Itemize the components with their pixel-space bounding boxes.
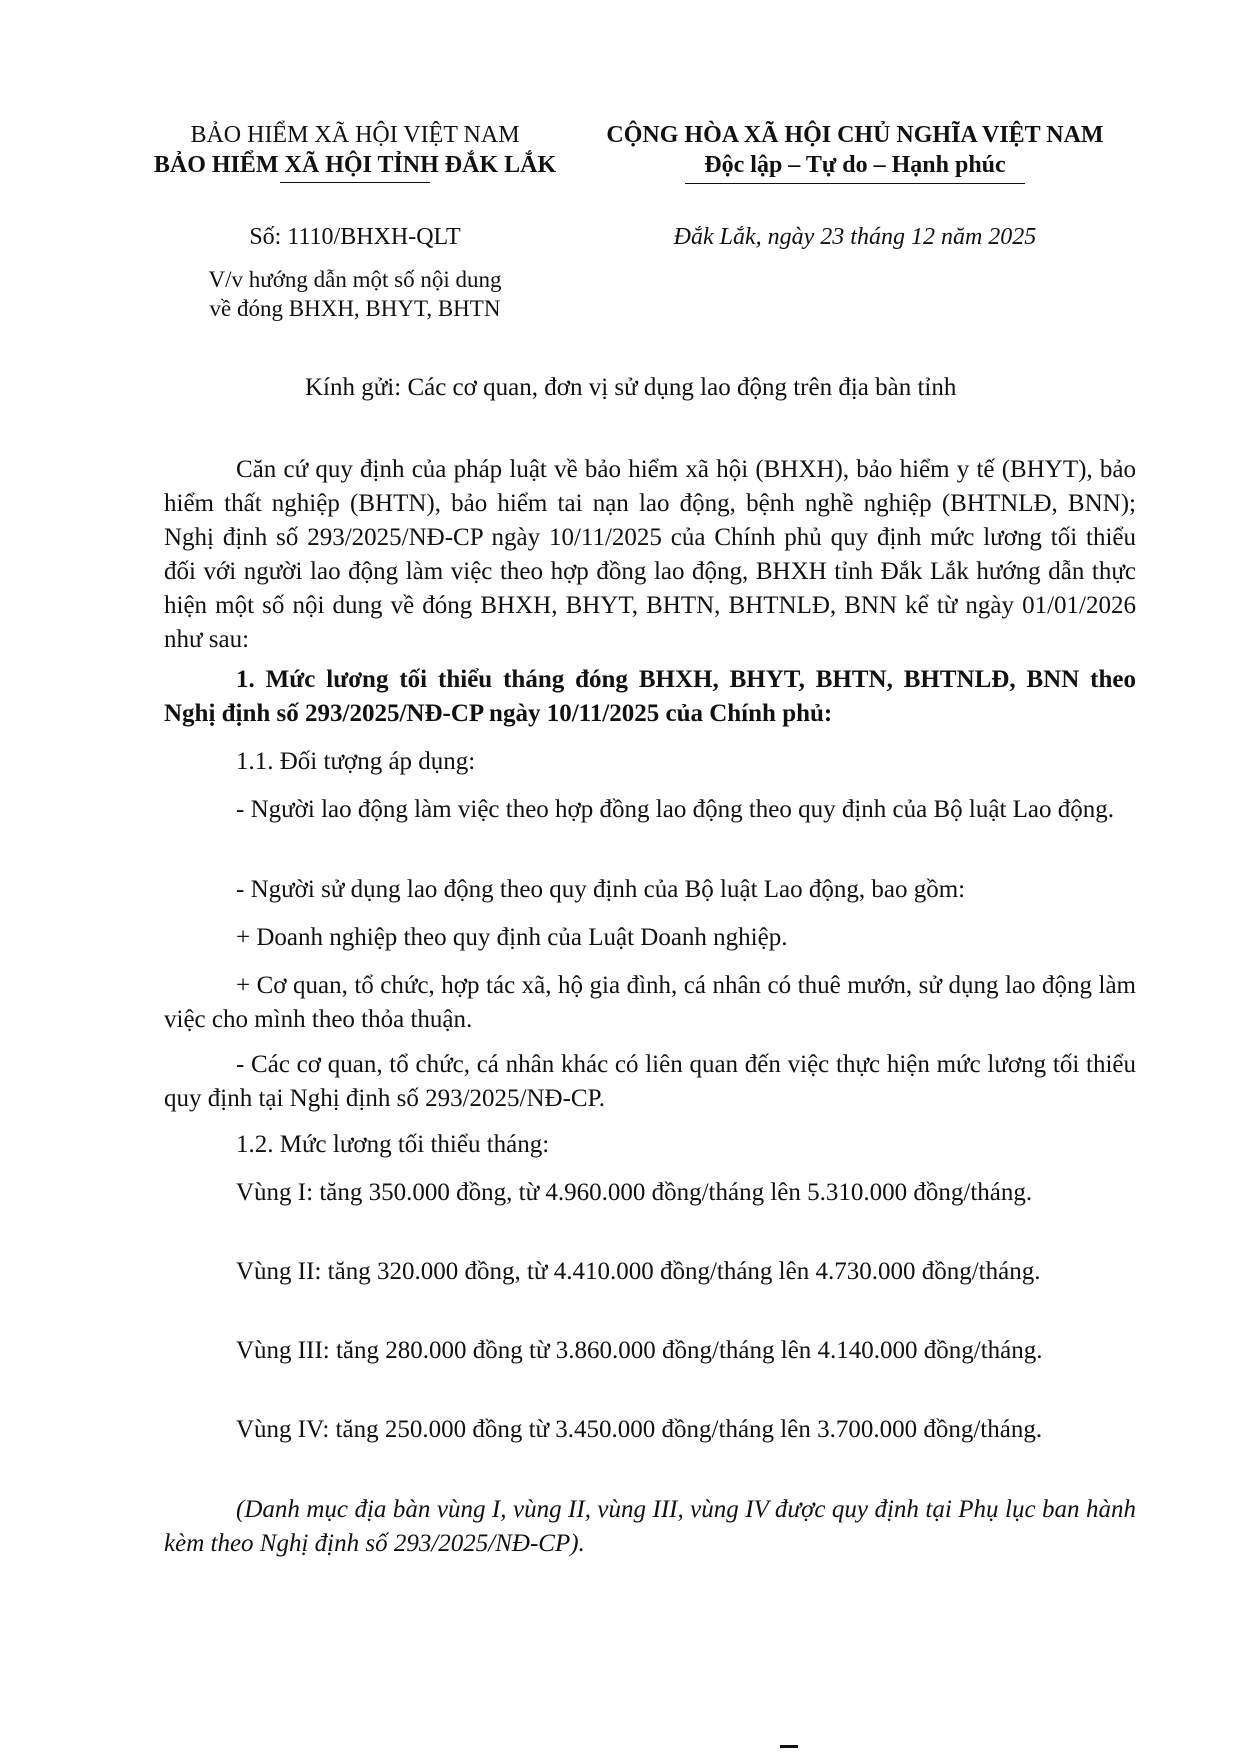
region-2: Vùng II: tăng 320.000 đồng, từ 4.410.000 đồng/tháng lên 4.730.000 đồng/tháng. bbox=[236, 1258, 1041, 1285]
region-3: Vùng III: tăng 280.000 đồng từ 3.860.000 đồng/tháng lên 4.140.000 đồng/tháng. bbox=[236, 1337, 1043, 1364]
document-number: Số: 1110/BHXH-QLT bbox=[249, 224, 461, 250]
item-others: - Các cơ quan, tổ chức, cá nhân khác có liên quan đến việc thực hiện mức lương tối thiểu quy định tại Nghị định số 293/2025/NĐ-CP. bbox=[164, 1051, 1136, 1112]
item-enterprises: + Doanh nghiệp theo quy định của Luật Doanh nghiệp. bbox=[236, 924, 788, 951]
national-title: CỘNG HÒA XÃ HỘI CHỦ NGHĨA VIỆT NAM bbox=[606, 122, 1104, 148]
intro-paragraph: Căn cứ quy định của pháp luật về bảo hiểm xã hội (BHXH), bảo hiểm y tế (BHYT), bảo hiểm thất nghiệp (BHTN), bảo hiểm tai nạn lao động, bệnh nghề nghiệp (BHTNLĐ, BNN); Nghị định số 293/2025/NĐ-CP ngày 10/11/2025 của Chính phủ quy định mức lương tối thiểu đối với người lao động làm việc theo hợp đồng lao động, BHXH tỉnh Đắk Lắk hướng dẫn thực hiện một số nội dung về đóng BHXH, BHYT, BHTN, BHTNLĐ, BNN kể từ ngày 01/01/2026 như sau: bbox=[164, 456, 1136, 653]
agency-name: BẢO HIỂM XÃ HỘI TỈNH ĐẮK LẮK bbox=[153, 152, 557, 178]
item-organizations: + Cơ quan, tổ chức, hợp tác xã, hộ gia đình, cá nhân có thuê mướn, sử dụng lao động làm việc cho mình theo thỏa thuận. bbox=[164, 972, 1136, 1033]
subject-line-1: V/v hướng dẫn một số nội dung bbox=[208, 267, 502, 292]
item-employees: - Người lao động làm việc theo hợp đồng lao động theo quy định của Bộ luật Lao động. bbox=[236, 796, 1115, 823]
agency-parent: BẢO HIỂM XÃ HỘI VIỆT NAM bbox=[190, 122, 520, 148]
item-employers: - Người sử dụng lao động theo quy định của Bộ luật Lao động, bao gồm: bbox=[236, 876, 966, 903]
subsection-1-2: 1.2. Mức lương tối thiểu tháng: bbox=[236, 1131, 550, 1158]
region-4: Vùng IV: tăng 250.000 đồng từ 3.450.000 đồng/tháng lên 3.700.000 đồng/tháng. bbox=[236, 1416, 1043, 1443]
agency-underline bbox=[280, 182, 430, 183]
section-1-title: 1. Mức lương tối thiểu tháng đóng BHXH, BHYT, BHTN, BHTNLĐ, BNN theo Nghị định số 293/2025/NĐ-CP ngày 10/11/2025 của Chính phủ: bbox=[164, 666, 1136, 727]
region-note: (Danh mục địa bàn vùng I, vùng II, vùng III, vùng IV được quy định tại Phụ lục ban hành kèm theo Nghị định số 293/2025/NĐ-CP). bbox=[164, 1496, 1136, 1557]
recipient: Kính gửi: Các cơ quan, đơn vị sử dụng lao động trên địa bàn tỉnh bbox=[305, 374, 957, 401]
page-mark bbox=[780, 1745, 798, 1748]
motto-underline bbox=[685, 183, 1025, 184]
subsection-1-1: 1.1. Đối tượng áp dụng: bbox=[236, 748, 476, 775]
place-date: Đắk Lắk, ngày 23 tháng 12 năm 2025 bbox=[673, 224, 1037, 250]
region-1: Vùng I: tăng 350.000 đồng, từ 4.960.000 đồng/tháng lên 5.310.000 đồng/tháng. bbox=[236, 1179, 1033, 1206]
subject-line-2: về đóng BHXH, BHYT, BHTN bbox=[209, 296, 501, 321]
national-motto: Độc lập – Tự do – Hạnh phúc bbox=[704, 152, 1006, 178]
